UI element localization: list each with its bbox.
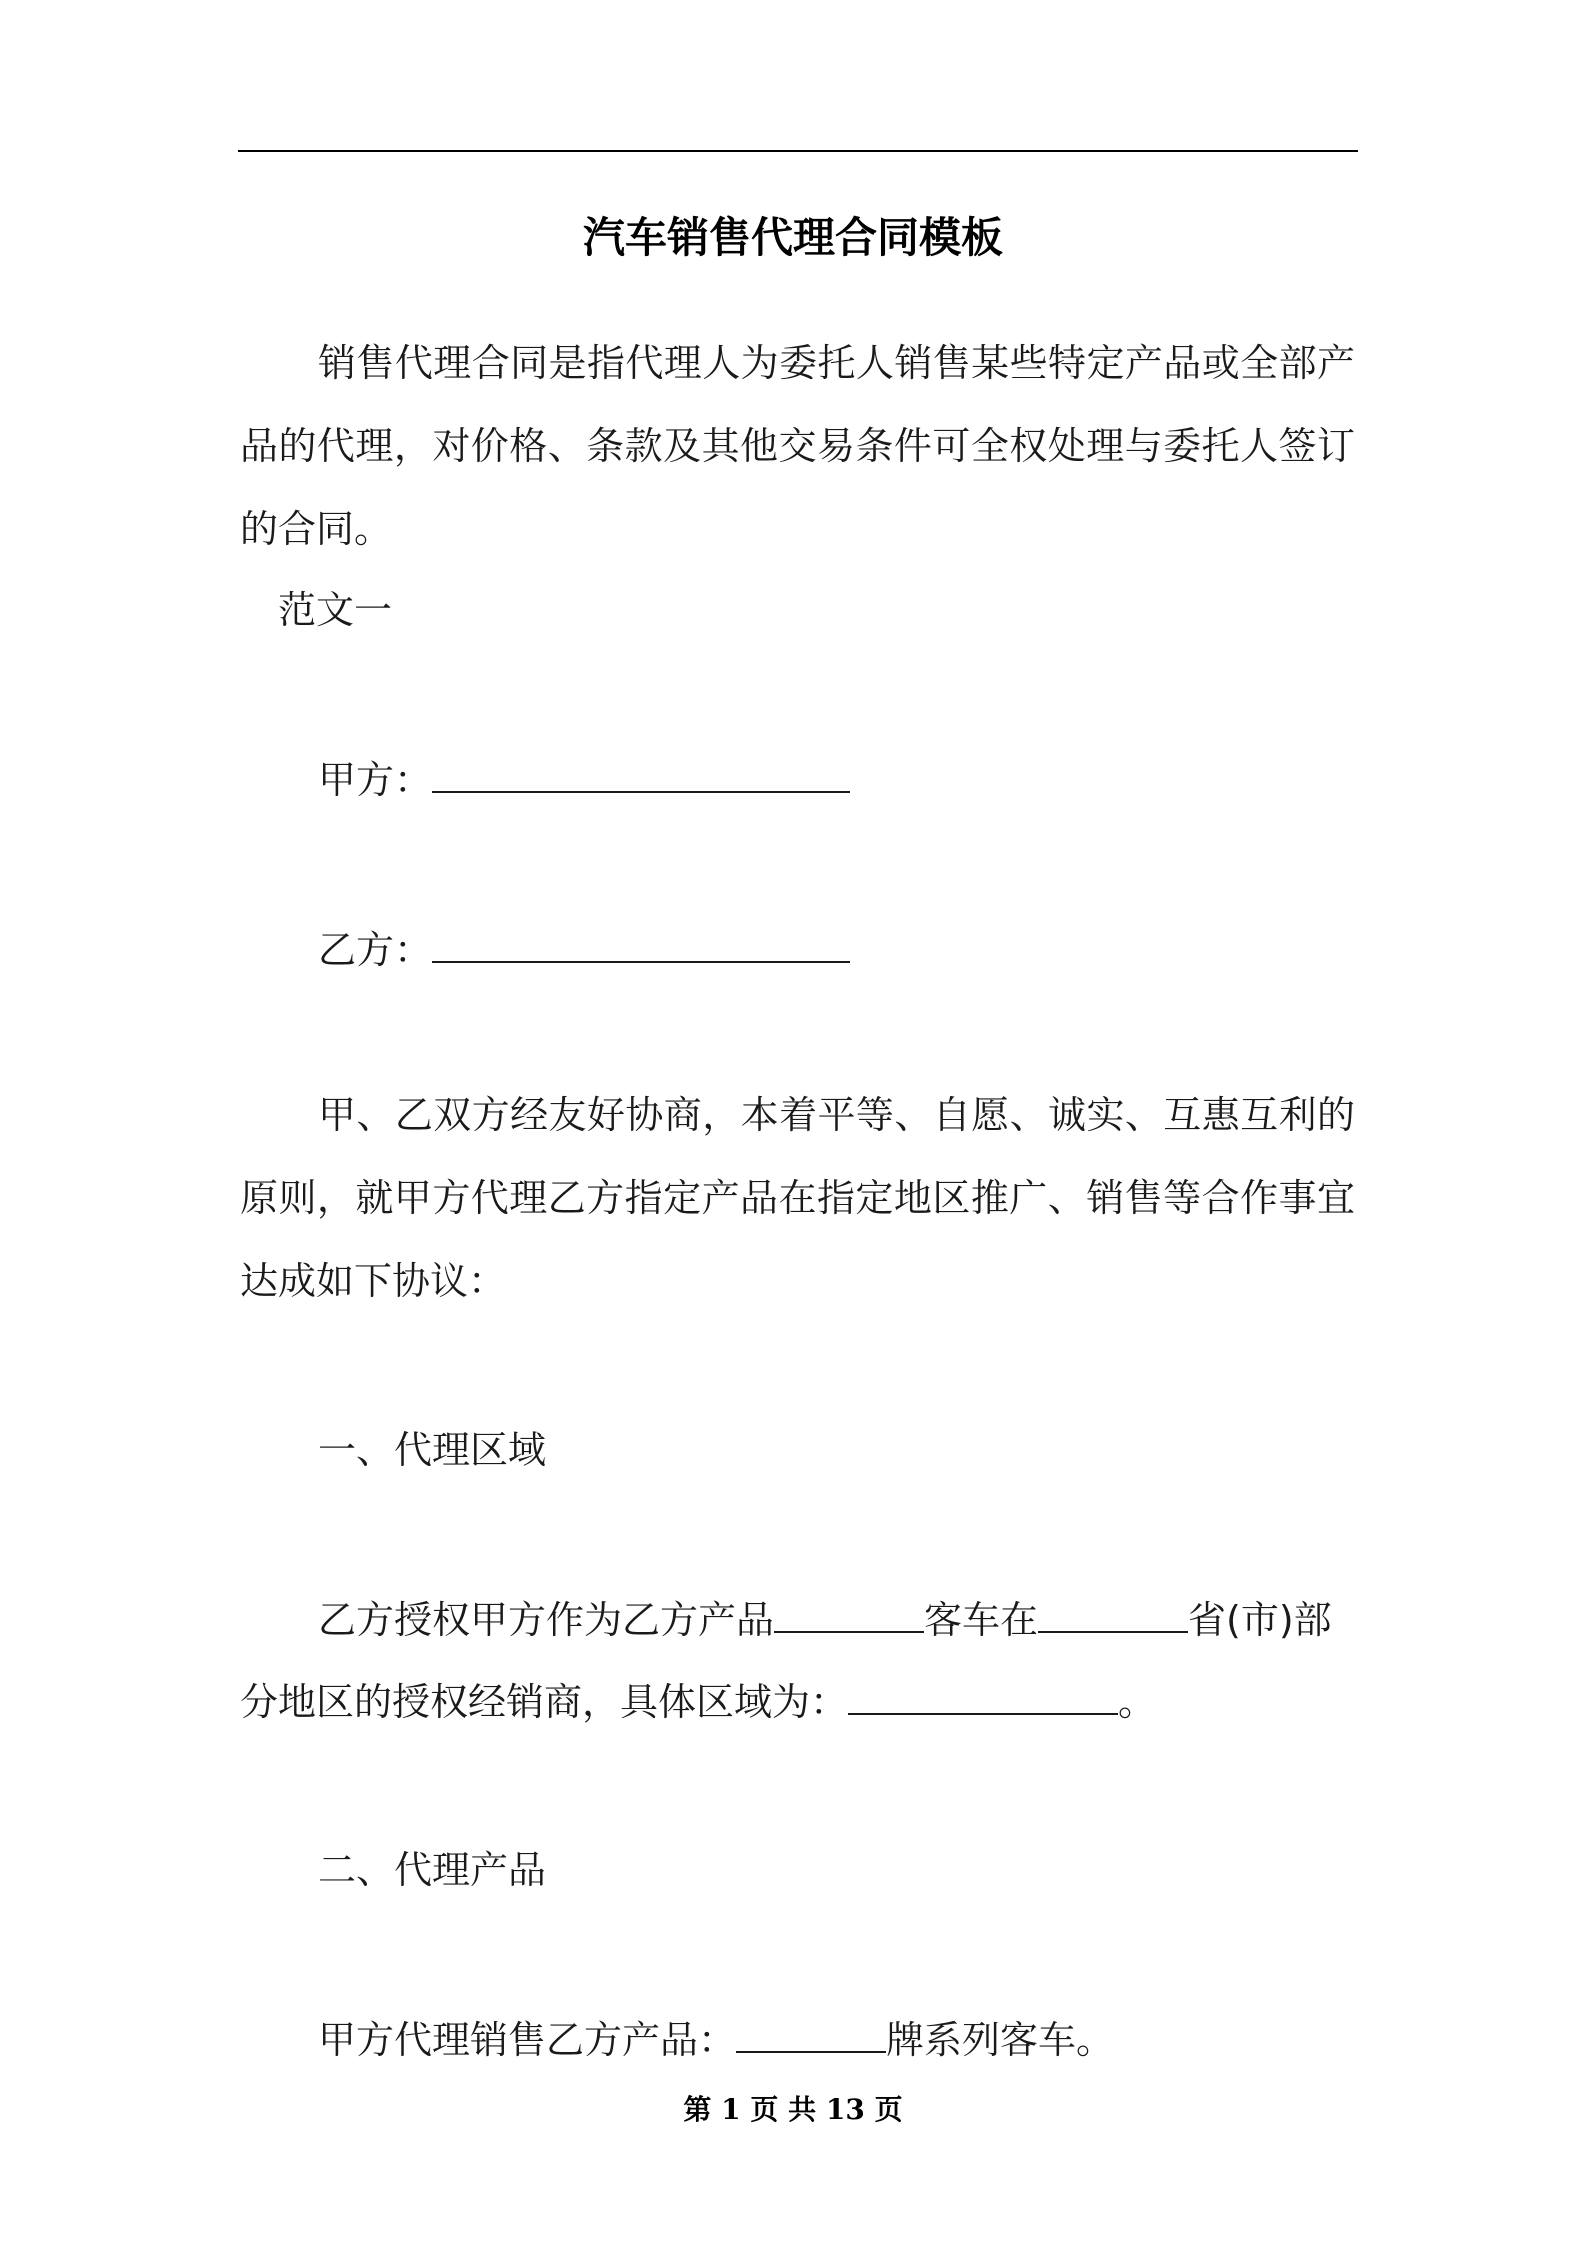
section1-text-4: 分地区的授权经销商，具体区域为： — [240, 1680, 849, 1724]
intro-paragraph: 销售代理合同是指代理人为委托人销售某些特定产品或全部产品的代理，对价格、条款及其他交易条件可全权处理与委托人签订的合同。 — [240, 341, 1355, 551]
section1-text-3: 省(市)部 — [1188, 1598, 1332, 1642]
party-a-line — [318, 752, 850, 808]
sample-label: 范文一 — [278, 588, 393, 632]
section1-line1 — [318, 1592, 1332, 1648]
party-a-label: 甲方： — [318, 758, 433, 802]
party-b-line — [318, 922, 850, 978]
product-brand-blank[interactable] — [774, 1597, 924, 1633]
section1-heading: 一、代理区域 — [318, 1428, 547, 1472]
section1-text-1: 乙方授权甲方作为乙方产品 — [318, 1598, 775, 1642]
region-blank[interactable] — [848, 1679, 1118, 1715]
preamble-paragraph: 甲、乙双方经友好协商，本着平等、自愿、诚实、互惠互利的原则，就甲方代理乙方指定产品在指定地区推广、销售等合作事宜达成如下协议： — [240, 1093, 1355, 1303]
province-blank[interactable] — [1038, 1597, 1188, 1633]
party-b-label: 乙方： — [318, 928, 433, 972]
party-b-blank[interactable] — [432, 927, 850, 963]
section1-line2 — [240, 1674, 1156, 1730]
section1-text-2: 客车在 — [924, 1598, 1039, 1642]
section1-text-end: 。 — [1118, 1680, 1157, 1724]
page-footer: 第 1 页 共 13 页 — [683, 2093, 903, 2126]
section2-line1 — [318, 2012, 1114, 2068]
section2-text-2: 牌系列客车。 — [886, 2018, 1115, 2062]
header-rule — [238, 150, 1358, 152]
section2-text-1: 甲方代理销售乙方产品： — [318, 2018, 737, 2062]
section2-heading: 二、代理产品 — [318, 1848, 547, 1892]
brand-blank[interactable] — [736, 2017, 886, 2053]
party-a-blank[interactable] — [432, 757, 850, 793]
document-title: 汽车销售代理合同模板 — [582, 213, 1003, 262]
